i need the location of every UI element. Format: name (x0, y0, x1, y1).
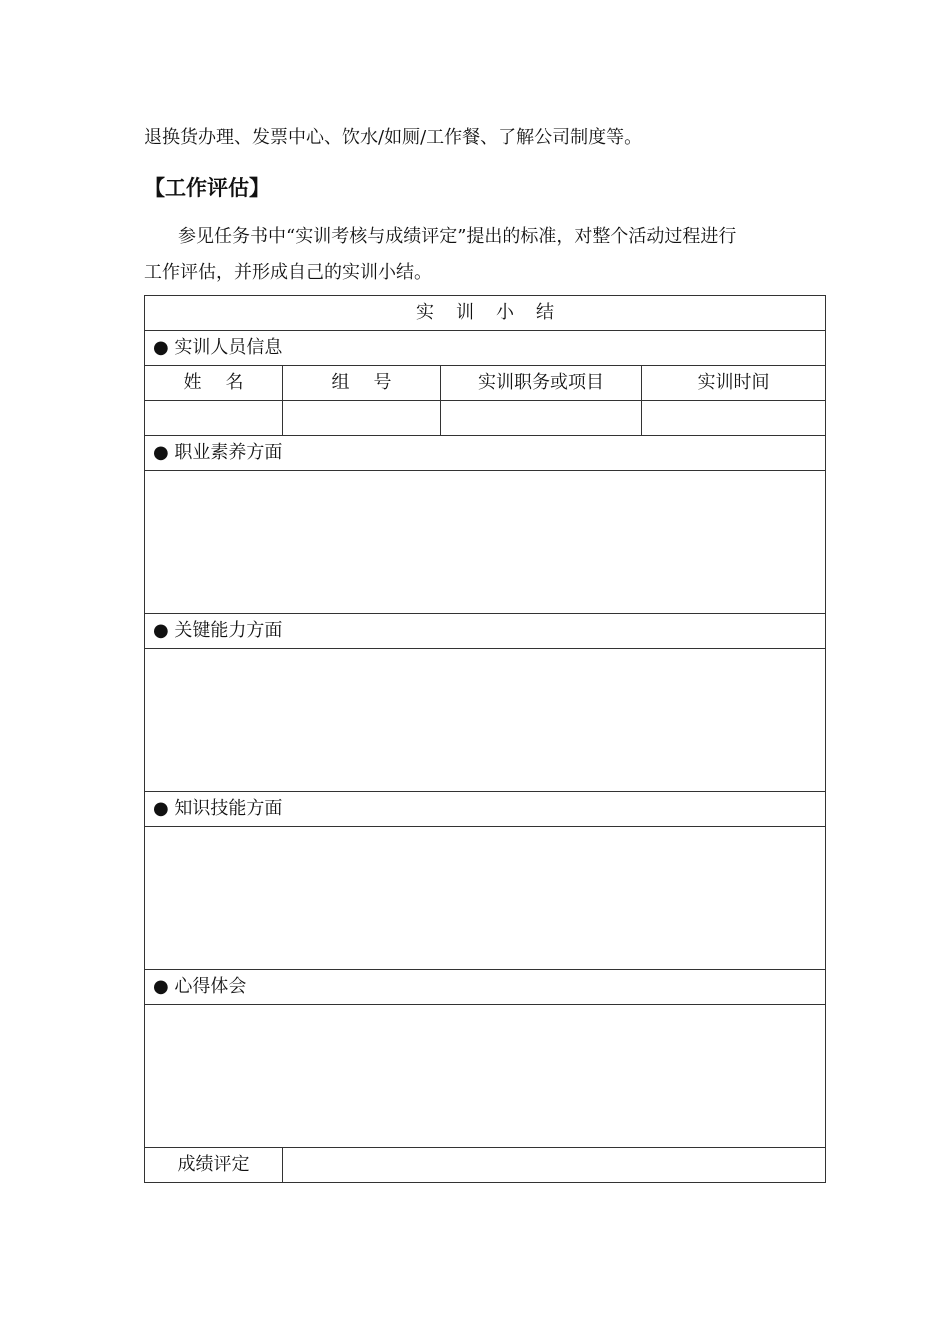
training-summary-table (144, 295, 826, 1183)
section-content-reflections[interactable] (145, 1005, 826, 1148)
column-header-group: 组号 (283, 366, 441, 401)
role-cell[interactable] (441, 401, 642, 436)
section-content-knowledge-skills[interactable] (145, 827, 826, 970)
group-cell[interactable] (283, 401, 441, 436)
section-content-professionalism[interactable] (145, 471, 826, 614)
section-label-knowledge-skills: ● 知识技能方面 (145, 792, 826, 827)
section-heading: 【工作评估】 (144, 176, 270, 200)
grade-label: 成绩评定 (145, 1148, 283, 1183)
grade-value[interactable] (283, 1148, 826, 1183)
intro-line: 退换货办理、发票中心、饮水/如厕/工作餐、了解公司制度等。 (144, 127, 643, 148)
column-header-name: 姓名 (145, 366, 283, 401)
name-cell[interactable] (145, 401, 283, 436)
paragraph-line-1: 参见任务书中“实训考核与成绩评定”提出的标准，对整个活动过程进行 (178, 226, 737, 247)
section-label-professionalism: ● 职业素养方面 (145, 436, 826, 471)
personnel-info-label: ● 实训人员信息 (145, 331, 826, 366)
section-content-key-abilities[interactable] (145, 649, 826, 792)
column-header-time: 实训时间 (642, 366, 826, 401)
section-label-key-abilities: ● 关键能力方面 (145, 614, 826, 649)
column-header-role: 实训职务或项目 (441, 366, 642, 401)
table-title: 实训小结 (145, 296, 826, 331)
paragraph-line-2: 工作评估，并形成自己的实训小结。 (144, 262, 432, 283)
table-row (145, 401, 826, 436)
section-label-reflections: ● 心得体会 (145, 970, 826, 1005)
time-cell[interactable] (642, 401, 826, 436)
